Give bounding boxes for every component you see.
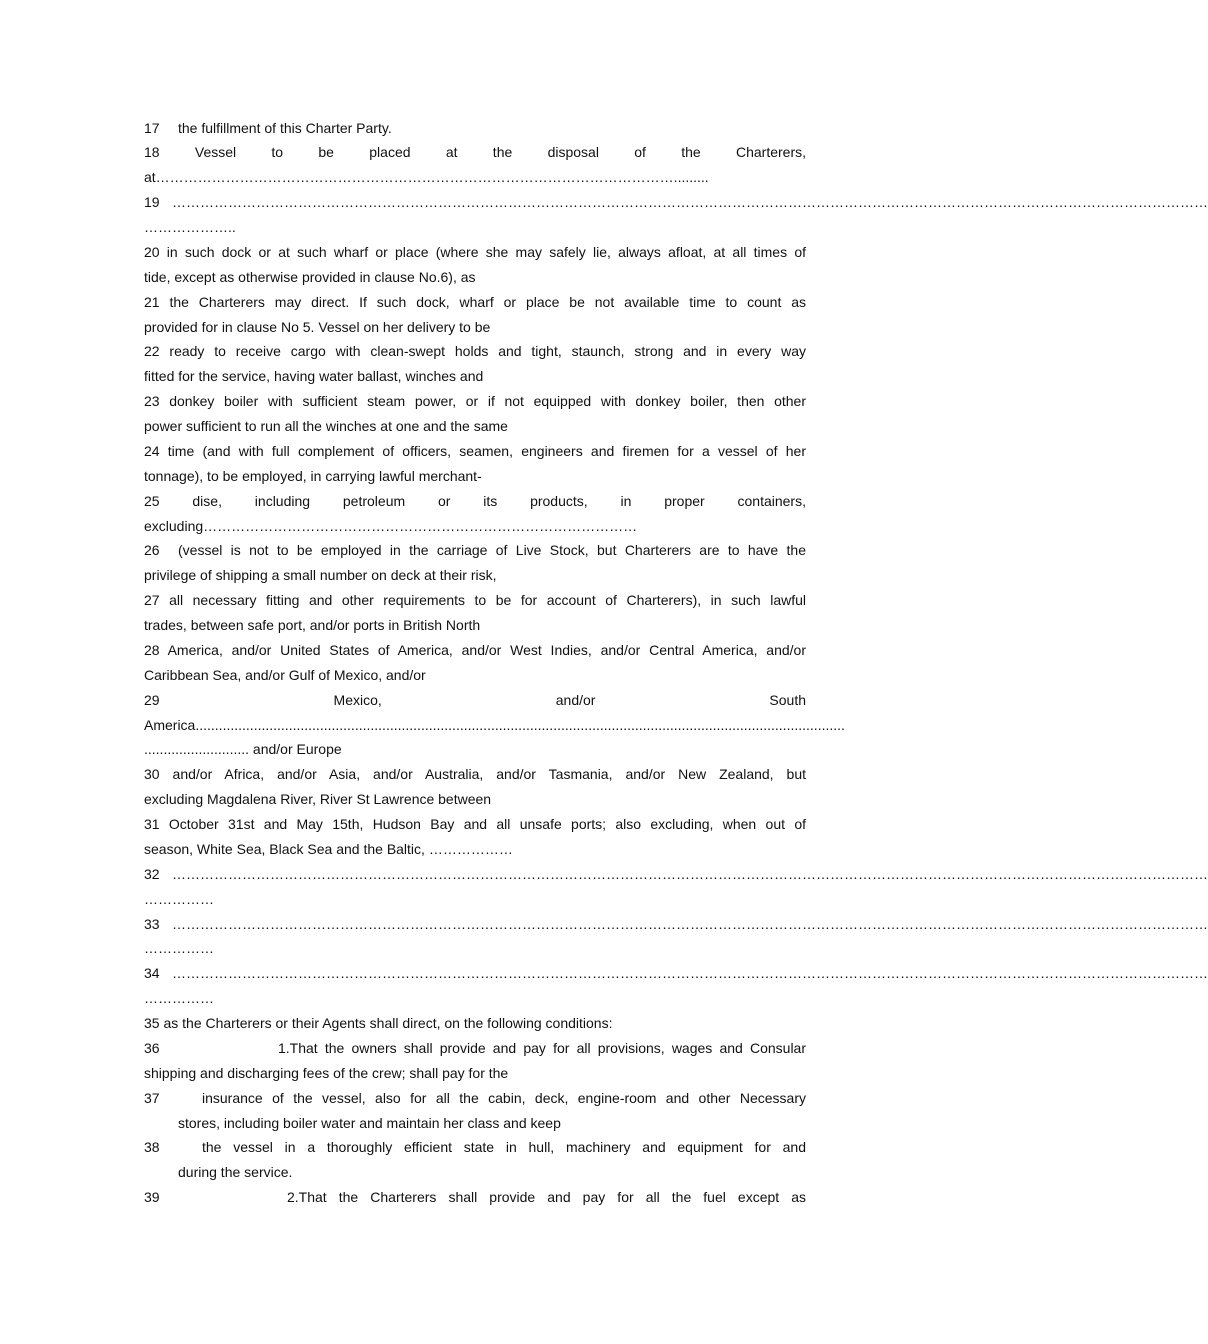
line-text: 1.That the owners shall provide and pay for all provisions, wages and Consular: [278, 1039, 806, 1056]
line-text: ……………………………………………………………………………………………………………………………………………………………………………………………………: [172, 865, 1208, 882]
line-text: shipping and discharging fees of the crew; shall pay for the: [144, 1064, 509, 1081]
document-line: [144, 290, 806, 315]
line-text: ……………………………………………………………………………………………………………………………………………………………………………………………………: [172, 965, 1208, 982]
document-line: [144, 1061, 806, 1086]
line-text: 25 dise, including petroleum or its products, in proper containers,: [144, 492, 806, 509]
document-line: [144, 190, 1208, 215]
line-text: 24 time (and with full complement of officers, seamen, engineers and firemen for a vessel of her: [144, 442, 806, 459]
document-line: [144, 1160, 806, 1185]
line-text: excluding Magdalena River, River St Lawrence between: [144, 791, 492, 808]
line-text: insurance of the vessel, also for all the cabin, deck, engine-room and other Necessary: [202, 1089, 806, 1106]
line-text: Caribbean Sea, and/or Gulf of Mexico, and/or: [144, 666, 426, 683]
document-line: [144, 389, 806, 414]
line-text: trades, between safe port, and/or ports in British North: [144, 617, 481, 634]
document-line: [144, 737, 806, 762]
line-text: excluding…………………………………………………………………………………: [144, 517, 638, 534]
line-number: [144, 1111, 178, 1136]
line-text: 2.That the Charterers shall provide and pay for all the fuel except as: [287, 1189, 806, 1206]
document-line: [144, 1011, 806, 1036]
line-text: America.......................................................................................................................................................................: [144, 716, 845, 733]
line-number: 37: [144, 1089, 160, 1106]
document-line: [144, 837, 806, 862]
line-number: 34: [144, 965, 160, 982]
document-line: [144, 538, 806, 563]
document-line: [144, 887, 806, 912]
line-text: tide, except as otherwise provided in clause No.6), as: [144, 268, 476, 285]
document-line: [144, 215, 806, 240]
line-text: ……………: [144, 990, 214, 1007]
line-text: 18 Vessel to be placed at the disposal of the Charterers,: [144, 144, 806, 161]
line-text: fitted for the service, having water ballast, winches and: [144, 368, 484, 385]
line-text: 21 the Charterers may direct. If such dock, wharf or place be not available time to count as: [144, 293, 806, 310]
document-line: [144, 165, 806, 190]
line-text: during the service.: [178, 1164, 293, 1181]
line-text: provided for in clause No 5. Vessel on her delivery to be: [144, 318, 491, 335]
line-text: 29 Mexico, and/or South: [144, 691, 806, 708]
document-line: [144, 339, 806, 364]
line-text: 20 in such dock or at such wharf or place (where she may safely lie, always afloat, at all times of: [144, 243, 806, 260]
line-text: ........................... and/or Europe: [144, 741, 342, 758]
line-text: 23 donkey boiler with sufficient steam power, or if not equipped with donkey boiler, then other: [144, 393, 806, 410]
line-text: season, White Sea, Black Sea and the Baltic, ………………: [144, 840, 513, 857]
line-number: 33: [144, 915, 160, 932]
document-line: [144, 489, 806, 514]
line-text: 27 all necessary fitting and other requirements to be for account of Charterers), in such lawful: [144, 592, 806, 609]
document-line: [144, 439, 806, 464]
line-text: (vessel is not to be employed in the carriage of Live Stock, but Charterers are to have the: [178, 542, 806, 559]
document-line: [144, 364, 806, 389]
line-text: ……………: [144, 940, 214, 957]
document-line: [144, 663, 806, 688]
line-text: power sufficient to run all the winches at one and the same: [144, 418, 508, 435]
line-text: 30 and/or Africa, and/or Asia, and/or Australia, and/or Tasmania, and/or New Zealand, but: [144, 766, 806, 783]
line-text: privilege of shipping a small number on deck at their risk,: [144, 567, 497, 584]
document-line: [144, 563, 806, 588]
document-line: [144, 638, 806, 663]
document-line: [144, 315, 806, 340]
document-line: [144, 986, 806, 1011]
line-number: [144, 1160, 178, 1185]
line-number: 32: [144, 865, 160, 882]
document-line: [144, 762, 806, 787]
line-text: 31 October 31st and May 15th, Hudson Bay and all unsafe ports; also excluding, when out of: [144, 816, 806, 833]
document-line: [144, 265, 806, 290]
document-line: [144, 1111, 806, 1136]
document-line: [144, 713, 845, 738]
line-text: tonnage), to be employed, in carrying lawful merchant-: [144, 467, 482, 484]
document-line: [144, 514, 806, 539]
document-line: [144, 464, 806, 489]
document-line: [144, 1185, 806, 1210]
line-text: the vessel in a thoroughly efficient state in hull, machinery and equipment for and: [202, 1139, 806, 1156]
line-text: the fulfillment of this Charter Party.: [178, 119, 392, 136]
line-text: 22 ready to receive cargo with clean-swept holds and tight, staunch, strong and in every way: [144, 343, 806, 360]
document-line: [144, 812, 806, 837]
document-line: [144, 240, 806, 265]
line-number: 38: [144, 1139, 160, 1156]
line-text: ………………..: [144, 219, 236, 236]
document-line: [144, 414, 806, 439]
charter-party-document: [144, 116, 1208, 1211]
line-number: 19: [144, 194, 160, 211]
line-text: ……………………………………………………………………………………………………………………………………………………………………………………………………: [172, 194, 1208, 211]
document-line: [144, 588, 806, 613]
document-line: [144, 116, 806, 141]
line-text: ……………: [144, 890, 214, 907]
line-text: ……………………………………………………………………………………………………………………………………………………………………………………………………: [172, 915, 1208, 932]
document-line: [144, 936, 806, 961]
line-number: 26: [144, 542, 160, 559]
document-line: [144, 1135, 806, 1160]
line-text: stores, including boiler water and maintain her class and keep: [178, 1114, 561, 1131]
line-number: 17: [144, 119, 160, 136]
document-line: [144, 688, 806, 713]
line-text: at………………………………………………………………………………………………….........: [144, 169, 709, 186]
line-text: 35 as the Charterers or their Agents shall direct, on the following conditions:: [144, 1015, 613, 1032]
document-line: [144, 613, 806, 638]
document-line: [144, 1086, 806, 1111]
document-line: [144, 961, 1208, 986]
line-number: 39: [144, 1189, 160, 1206]
line-number: 36: [144, 1039, 160, 1056]
document-line: [144, 912, 1208, 937]
document-line: [144, 787, 806, 812]
document-line: [144, 1036, 806, 1061]
document-line: [144, 862, 1208, 887]
document-line: [144, 140, 806, 165]
line-text: 28 America, and/or United States of America, and/or West Indies, and/or Central America, and/or: [144, 641, 806, 658]
